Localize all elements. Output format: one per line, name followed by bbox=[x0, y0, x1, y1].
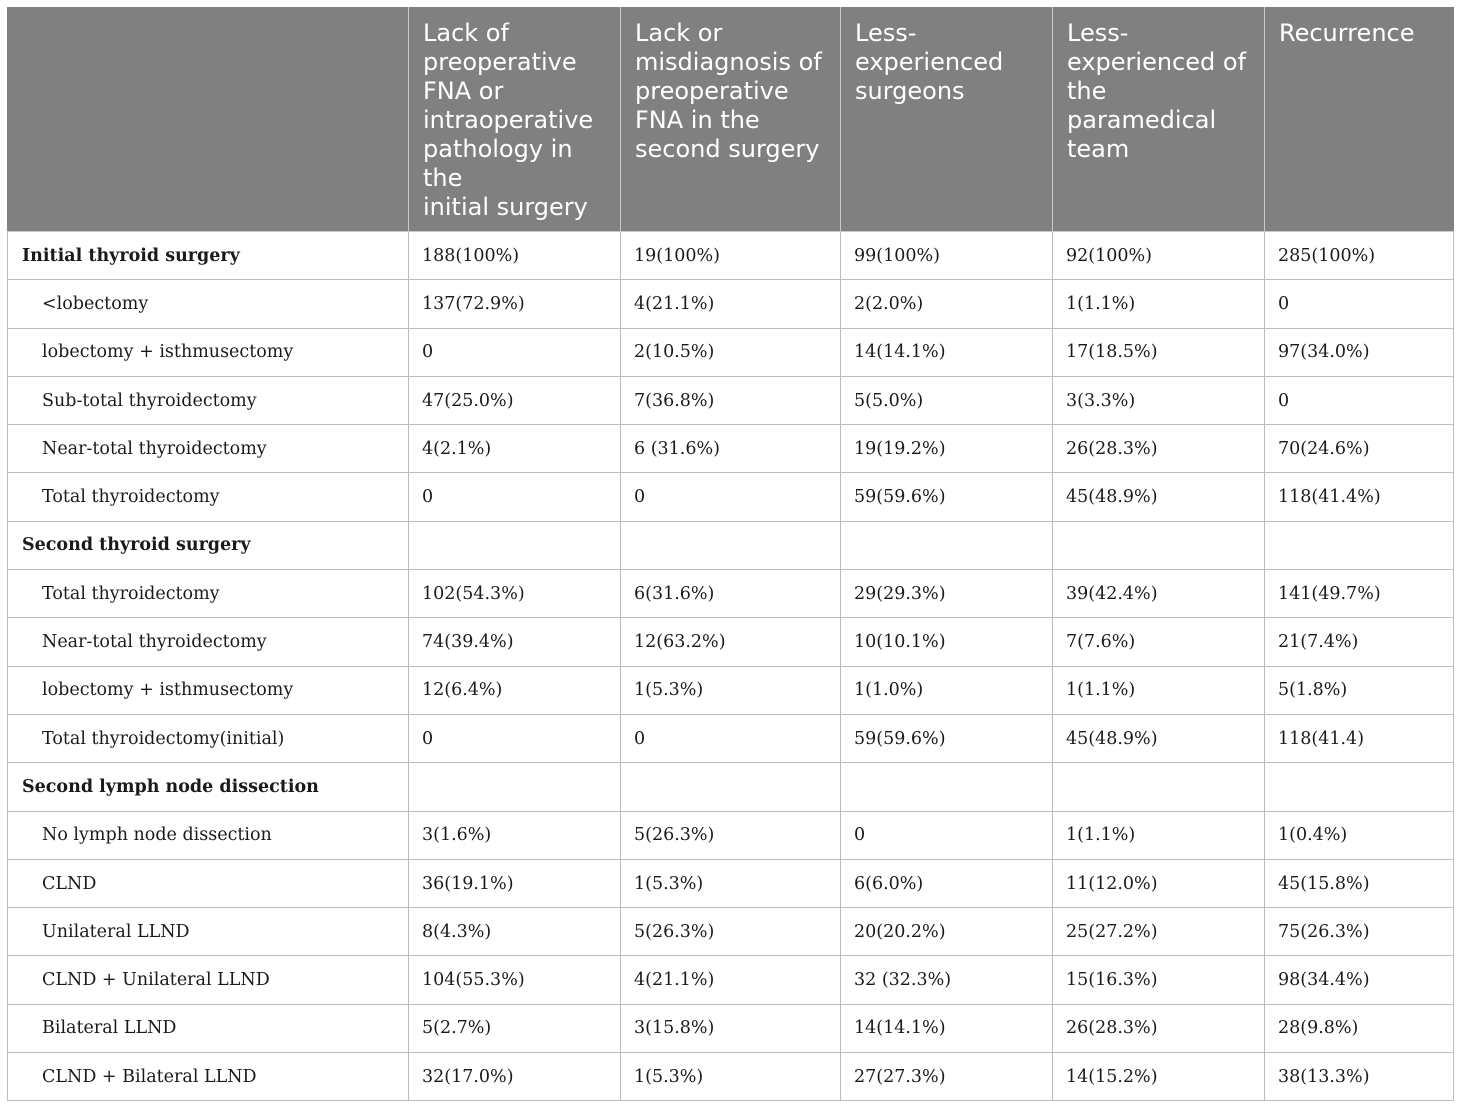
table-cell bbox=[621, 521, 841, 569]
section-label: Initial thyroid surgery bbox=[8, 232, 409, 280]
table-cell: 137(72.9%) bbox=[409, 280, 621, 328]
table-cell: 5(5.0%) bbox=[841, 376, 1053, 424]
table-cell: 74(39.4%) bbox=[409, 618, 621, 666]
table-cell bbox=[1265, 763, 1454, 811]
table-row bbox=[8, 1004, 1454, 1052]
row-label: Total thyroidectomy(initial) bbox=[8, 714, 409, 762]
table-cell: 5(2.7%) bbox=[409, 1004, 621, 1052]
header-row bbox=[8, 8, 1454, 232]
table-cell bbox=[841, 763, 1053, 811]
table-cell: 12(6.4%) bbox=[409, 666, 621, 714]
table-cell: 26(28.3%) bbox=[1053, 1004, 1265, 1052]
table-cell: 59(59.6%) bbox=[841, 714, 1053, 762]
table-row bbox=[8, 908, 1454, 956]
table-cell: 0 bbox=[841, 811, 1053, 859]
table-cell: 2(2.0%) bbox=[841, 280, 1053, 328]
table-cell bbox=[409, 521, 621, 569]
row-label: Unilateral LLND bbox=[8, 908, 409, 956]
table-cell: 4(21.1%) bbox=[621, 280, 841, 328]
table-cell: 15(16.3%) bbox=[1053, 956, 1265, 1004]
section-row bbox=[8, 763, 1454, 811]
row-label: Bilateral LLND bbox=[8, 1004, 409, 1052]
row-label: <lobectomy bbox=[8, 280, 409, 328]
section-label: Second lymph node dissection bbox=[8, 763, 409, 811]
table-cell bbox=[1053, 763, 1265, 811]
row-label: CLND + Bilateral LLND bbox=[8, 1053, 409, 1101]
header-lack-preoperative-fna: Lack of preoperative FNA or intraoperative pathology in the initial surgery bbox=[409, 8, 621, 232]
table-cell: 27(27.3%) bbox=[841, 1053, 1053, 1101]
table-cell: 1(1.1%) bbox=[1053, 280, 1265, 328]
header-less-experienced-surgeons: Less-experienced surgeons bbox=[841, 8, 1053, 232]
table-cell: 26(28.3%) bbox=[1053, 425, 1265, 473]
header-less-experienced-paramedical: Less-experienced of the paramedical team bbox=[1053, 8, 1265, 232]
table-cell: 0 bbox=[409, 328, 621, 376]
table-cell: 6(6.0%) bbox=[841, 859, 1053, 907]
table-cell: 47(25.0%) bbox=[409, 376, 621, 424]
table-cell: 97(34.0%) bbox=[1265, 328, 1454, 376]
row-label: lobectomy + isthmusectomy bbox=[8, 666, 409, 714]
row-label: Sub-total thyroidectomy bbox=[8, 376, 409, 424]
table-cell: 3(1.6%) bbox=[409, 811, 621, 859]
table-cell: 45(48.9%) bbox=[1053, 714, 1265, 762]
table-cell: 118(41.4) bbox=[1265, 714, 1454, 762]
table-row bbox=[8, 473, 1454, 521]
table-cell: 38(13.3%) bbox=[1265, 1053, 1454, 1101]
table-cell: 3(15.8%) bbox=[621, 1004, 841, 1052]
table-row bbox=[8, 714, 1454, 762]
table-cell: 1(1.1%) bbox=[1053, 666, 1265, 714]
table-cell: 4(21.1%) bbox=[621, 956, 841, 1004]
table-cell: 59(59.6%) bbox=[841, 473, 1053, 521]
table-row bbox=[8, 1053, 1454, 1101]
table-cell: 1(5.3%) bbox=[621, 1053, 841, 1101]
header-empty bbox=[8, 8, 409, 232]
table-cell: 17(18.5%) bbox=[1053, 328, 1265, 376]
table-row bbox=[8, 811, 1454, 859]
table-cell: 1(0.4%) bbox=[1265, 811, 1454, 859]
table-cell: 3(3.3%) bbox=[1053, 376, 1265, 424]
row-label: CLND + Unilateral LLND bbox=[8, 956, 409, 1004]
table-cell: 70(24.6%) bbox=[1265, 425, 1454, 473]
table-cell bbox=[1053, 521, 1265, 569]
table-cell: 45(15.8%) bbox=[1265, 859, 1454, 907]
row-label: No lymph node dissection bbox=[8, 811, 409, 859]
table-cell: 21(7.4%) bbox=[1265, 618, 1454, 666]
table-row bbox=[8, 666, 1454, 714]
table-row bbox=[8, 956, 1454, 1004]
table-cell: 20(20.2%) bbox=[841, 908, 1053, 956]
table-row bbox=[8, 328, 1454, 376]
table-cell: 25(27.2%) bbox=[1053, 908, 1265, 956]
table-cell: 0 bbox=[1265, 376, 1454, 424]
table-cell bbox=[621, 763, 841, 811]
table-cell: 14(14.1%) bbox=[841, 1004, 1053, 1052]
table-cell: 104(55.3%) bbox=[409, 956, 621, 1004]
table-cell: 5(26.3%) bbox=[621, 908, 841, 956]
table-cell: 7(7.6%) bbox=[1053, 618, 1265, 666]
section-row bbox=[8, 232, 1454, 280]
table-cell: 0 bbox=[409, 473, 621, 521]
table-cell: 0 bbox=[621, 473, 841, 521]
table-cell: 2(10.5%) bbox=[621, 328, 841, 376]
table-row bbox=[8, 570, 1454, 618]
table-cell: 19(100%) bbox=[621, 232, 841, 280]
table-body bbox=[8, 232, 1454, 1101]
table-cell: 6 (31.6%) bbox=[621, 425, 841, 473]
header-recurrence: Recurrence bbox=[1265, 8, 1454, 232]
table-cell: 39(42.4%) bbox=[1053, 570, 1265, 618]
table-cell: 0 bbox=[1265, 280, 1454, 328]
table-cell: 6(31.6%) bbox=[621, 570, 841, 618]
table-row bbox=[8, 376, 1454, 424]
row-label: Near-total thyroidectomy bbox=[8, 425, 409, 473]
table-row bbox=[8, 859, 1454, 907]
section-label: Second thyroid surgery bbox=[8, 521, 409, 569]
table-row bbox=[8, 280, 1454, 328]
table-cell: 98(34.4%) bbox=[1265, 956, 1454, 1004]
table-cell: 0 bbox=[409, 714, 621, 762]
table-cell: 10(10.1%) bbox=[841, 618, 1053, 666]
table-cell: 1(5.3%) bbox=[621, 859, 841, 907]
table-cell: 92(100%) bbox=[1053, 232, 1265, 280]
table-cell: 0 bbox=[621, 714, 841, 762]
row-label: Near-total thyroidectomy bbox=[8, 618, 409, 666]
table-cell: 99(100%) bbox=[841, 232, 1053, 280]
table-cell bbox=[409, 763, 621, 811]
table-cell: 14(14.1%) bbox=[841, 328, 1053, 376]
table-cell: 45(48.9%) bbox=[1053, 473, 1265, 521]
table-row bbox=[8, 618, 1454, 666]
table-cell: 19(19.2%) bbox=[841, 425, 1053, 473]
table-cell: 32 (32.3%) bbox=[841, 956, 1053, 1004]
table-cell: 1(5.3%) bbox=[621, 666, 841, 714]
table-cell bbox=[841, 521, 1053, 569]
table-cell: 1(1.1%) bbox=[1053, 811, 1265, 859]
table-cell: 11(12.0%) bbox=[1053, 859, 1265, 907]
table-cell: 75(26.3%) bbox=[1265, 908, 1454, 956]
table-header bbox=[8, 8, 1454, 232]
table-cell: 118(41.4%) bbox=[1265, 473, 1454, 521]
table-cell: 285(100%) bbox=[1265, 232, 1454, 280]
table-cell: 8(4.3%) bbox=[409, 908, 621, 956]
row-label: Total thyroidectomy bbox=[8, 473, 409, 521]
header-misdiagnosis-fna: Lack or misdiagnosis of preoperative FNA in the second surgery bbox=[621, 8, 841, 232]
table-cell: 14(15.2%) bbox=[1053, 1053, 1265, 1101]
table-container bbox=[7, 7, 1454, 1101]
table-cell: 5(26.3%) bbox=[621, 811, 841, 859]
row-label: Total thyroidectomy bbox=[8, 570, 409, 618]
table-cell: 102(54.3%) bbox=[409, 570, 621, 618]
table-cell: 12(63.2%) bbox=[621, 618, 841, 666]
section-row bbox=[8, 521, 1454, 569]
data-table bbox=[7, 7, 1454, 1101]
table-cell: 4(2.1%) bbox=[409, 425, 621, 473]
table-cell: 28(9.8%) bbox=[1265, 1004, 1454, 1052]
row-label: lobectomy + isthmusectomy bbox=[8, 328, 409, 376]
table-cell: 32(17.0%) bbox=[409, 1053, 621, 1101]
table-cell: 29(29.3%) bbox=[841, 570, 1053, 618]
table-cell bbox=[1265, 521, 1454, 569]
row-label: CLND bbox=[8, 859, 409, 907]
table-cell: 188(100%) bbox=[409, 232, 621, 280]
table-cell: 141(49.7%) bbox=[1265, 570, 1454, 618]
table-cell: 36(19.1%) bbox=[409, 859, 621, 907]
table-cell: 5(1.8%) bbox=[1265, 666, 1454, 714]
table-cell: 1(1.0%) bbox=[841, 666, 1053, 714]
table-cell: 7(36.8%) bbox=[621, 376, 841, 424]
table-row bbox=[8, 425, 1454, 473]
